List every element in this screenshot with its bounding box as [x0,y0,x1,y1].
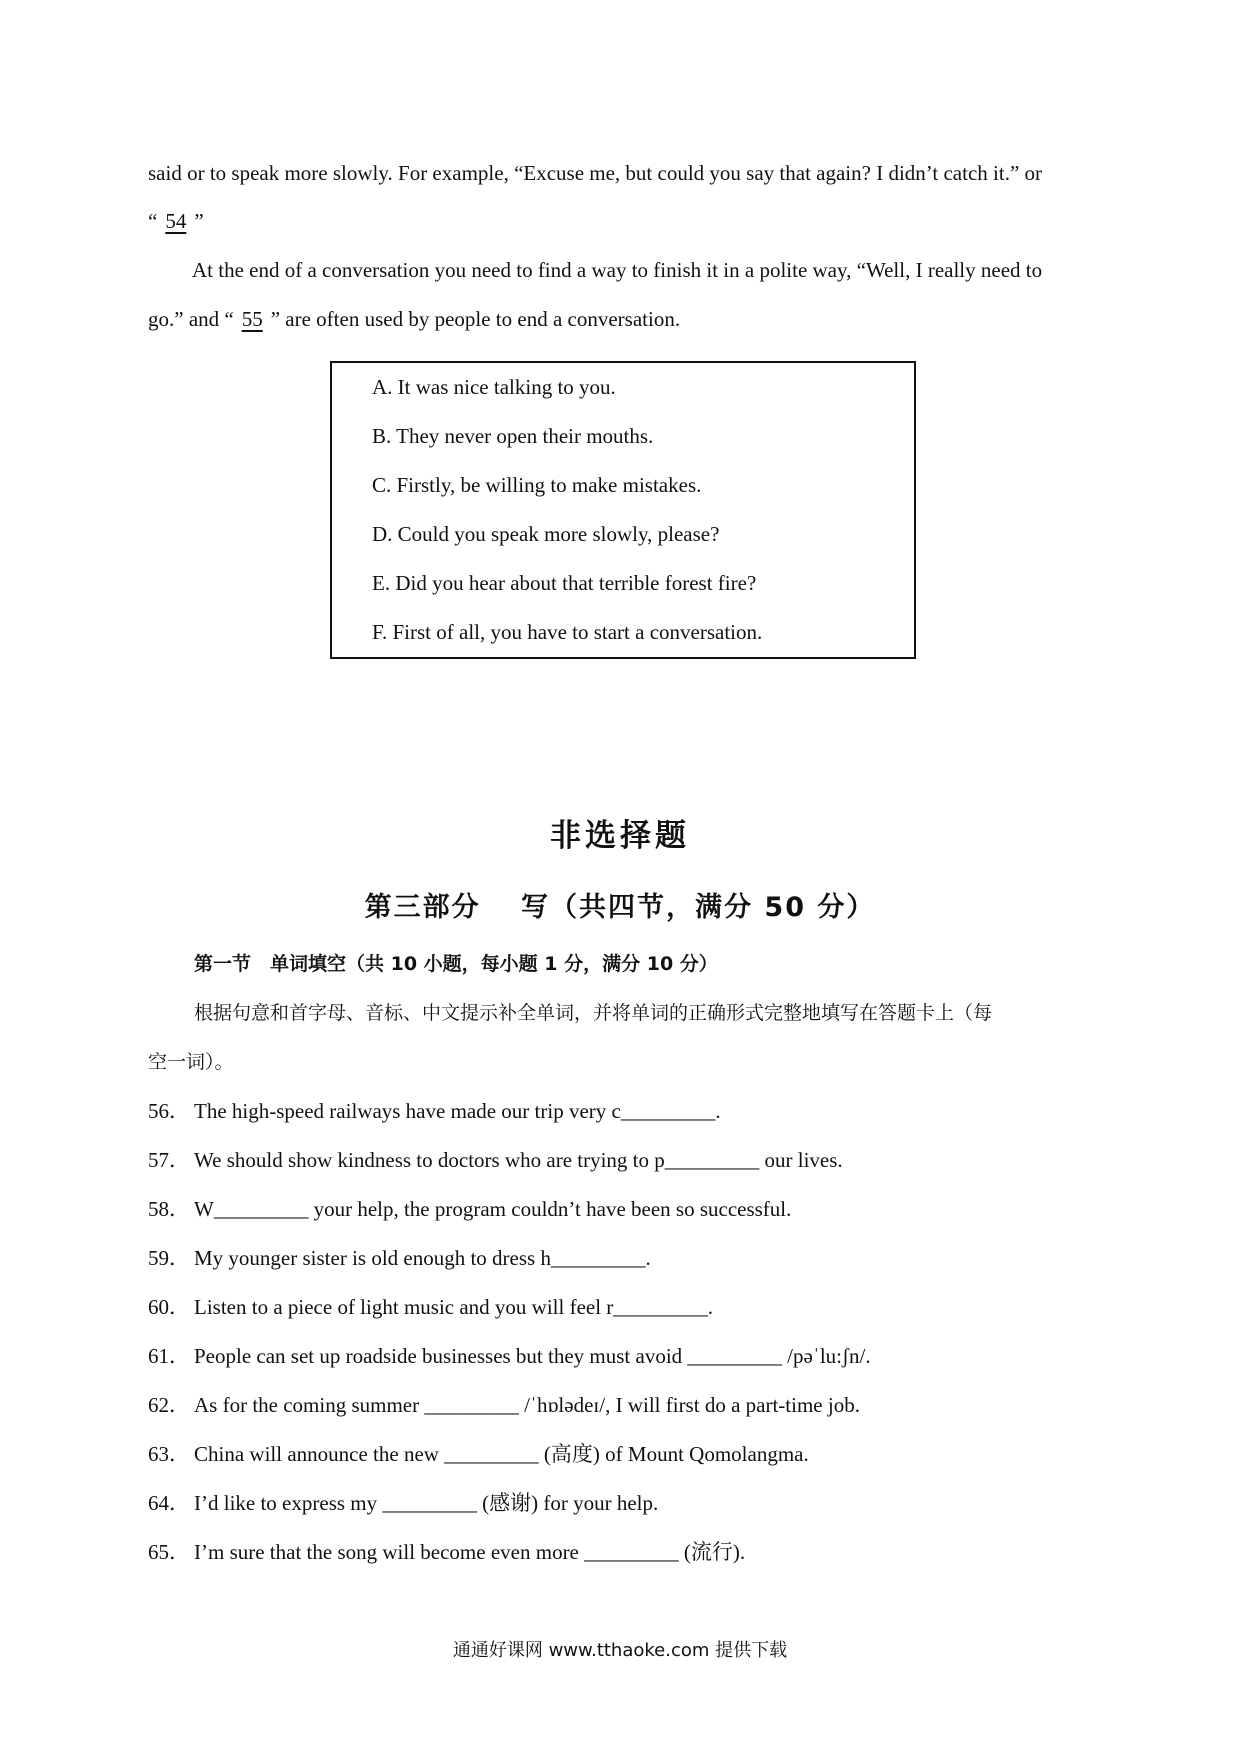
blank-55: 55 [241,307,263,331]
option-b: B. They never open their mouths. [372,424,654,448]
question-64 [148,1493,658,1514]
question-text: The high-speed railways have made our trip very c_________. [194,1099,721,1123]
subsection-heading: 第一节 单词填空（共 10 小题，每小题 1 分，满分 10 分） [194,953,718,975]
question-text: People can set up roadside businesses but they must avoid _________ /pəˈlu:ʃn/. [194,1344,871,1368]
option-a: A. It was nice talking to you. [372,375,616,399]
question-number: 62． [148,1393,190,1417]
part-heading: 第三部分 写（共四节，满分 50 分） [364,892,876,923]
passage-line-4-pre: go.” and “ [148,307,234,331]
question-number: 63． [148,1442,190,1466]
option-f: F. First of all, you have to start a conversation. [372,620,763,644]
blank-54: 54 [165,209,187,233]
question-56 [148,1101,721,1122]
question-number: 61． [148,1344,190,1368]
question-number: 65． [148,1540,190,1564]
passage-line-1: said or to speak more slowly. For example, “Excuse me, but could you say that again? I didn’t catch it.” or [148,161,1043,185]
question-number: 56． [148,1099,190,1123]
passage-line-4-post: ” are often used by people to end a conversation. [270,307,681,331]
passage-line-4 [148,309,680,330]
passage-line-3: At the end of a conversation you need to find a way to finish it in a polite way, “Well, I really need to [192,258,1043,282]
footer-download-note: 通通好课网 www.tthaoke.com 提供下载 [452,1640,788,1661]
question-62 [148,1395,860,1416]
question-text: I’d like to express my _________ (感谢) for your help. [194,1491,659,1515]
section-title: 非选择题 [550,818,690,854]
question-number: 57． [148,1148,190,1172]
open-quote: “ [148,209,158,233]
question-65 [148,1542,745,1563]
question-text: I’m sure that the song will become even more _________ (流行). [194,1540,746,1564]
instruction-line-1: 根据句意和首字母、音标、中文提示补全单词，并将单词的正确形式完整地填写在答题卡上（每 [194,1002,993,1024]
question-number: 58． [148,1197,190,1221]
option-e: E. Did you hear about that terrible forest fire? [372,571,757,595]
question-60 [148,1297,713,1318]
passage-line-2 [148,211,204,232]
question-63 [148,1444,809,1465]
question-text: As for the coming summer _________ /ˈhɒlədeɪ/, I will first do a part-time job. [194,1393,860,1417]
question-61 [148,1346,871,1367]
question-number: 64． [148,1491,190,1515]
options-box [330,361,916,659]
question-text: W_________ your help, the program couldn’t have been so successful. [194,1197,792,1221]
question-number: 59． [148,1246,190,1270]
question-number: 60． [148,1295,190,1319]
question-text: We should show kindness to doctors who are trying to p_________ our lives. [194,1148,843,1172]
question-text: My younger sister is old enough to dress h_________. [194,1246,651,1270]
question-57 [148,1150,843,1171]
instruction-line-2: 空一词）。 [148,1051,234,1073]
question-text: Listen to a piece of light music and you will feel r_________. [194,1295,714,1319]
option-c: C. Firstly, be willing to make mistakes. [372,473,702,497]
option-d: D. Could you speak more slowly, please? [372,522,720,546]
question-59 [148,1248,651,1269]
close-quote: ” [194,209,204,233]
question-58 [148,1199,791,1220]
question-text: China will announce the new _________ (高度) of Mount Qomolangma. [194,1442,809,1466]
